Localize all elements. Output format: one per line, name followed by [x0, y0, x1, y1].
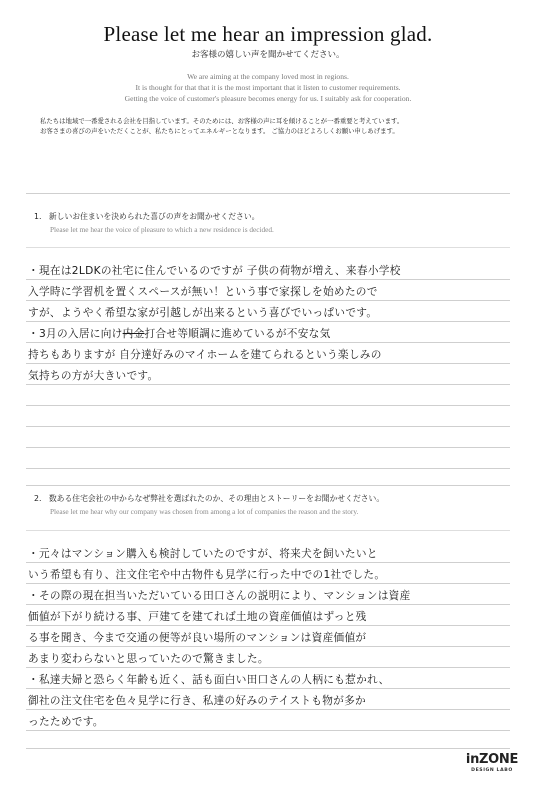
answer-2-line: ・私達夫婦と恐らく年齢も近く、話も面白い田口さんの人柄にも惹かれ、	[28, 673, 390, 686]
answer-line	[26, 530, 510, 531]
answer-1-line: 気持ちの方が大きいです。	[28, 369, 159, 382]
answer-line	[26, 748, 510, 749]
answer-2-line: いう希望も有り、注文住宅や中古物件も見学に行った中での1社でした。	[28, 568, 386, 581]
answer-line	[26, 384, 510, 385]
answer-1-line: すが、ようやく希望な家が引越しが出来るという喜びでいっぱいです。	[28, 306, 378, 319]
answer-line	[26, 279, 510, 280]
logo-main-text: inZONE	[465, 752, 519, 767]
question-text-ja: 数ある住宅会社の中からなぜ弊社を選ばれたのか、その理由とストーリーをお聞かせください。	[48, 494, 385, 503]
answer-line	[26, 426, 510, 427]
question-1-label	[34, 211, 259, 222]
question-number: 1.	[34, 212, 42, 221]
answer-line	[26, 583, 510, 584]
answer-line	[26, 604, 510, 605]
answer-line	[26, 562, 510, 563]
answer-1-line: 入学時に学習机を置くスペースが無い！という事で家探しを始めたので	[28, 285, 378, 298]
answer-2-line: ・その際の現在担当いただいている田口さんの説明により、マンションは資産	[28, 589, 411, 602]
divider	[26, 193, 510, 194]
answer-2-line: あまり変わらないと思っていたので驚きました。	[28, 652, 269, 665]
answer-text: ・3月の入居に向け	[28, 327, 123, 340]
answer-line	[26, 688, 510, 689]
intro-english	[0, 71, 536, 104]
answer-line	[26, 447, 510, 448]
answer-line	[26, 363, 510, 364]
company-logo	[462, 752, 522, 773]
answer-line	[26, 405, 510, 406]
intro-en-line: Getting the voice of customer's pleasure becomes energy for us. I suitably ask for cooperation.	[124, 94, 412, 103]
question-2-english: Please let me hear why our company was chosen from among a lot of companies the reason and the story.	[50, 507, 359, 516]
answer-line	[26, 321, 510, 322]
answer-line	[26, 468, 510, 469]
intro-en-line: We are aiming at the company loved most in regions.	[187, 72, 349, 81]
answer-line	[26, 646, 510, 647]
answer-2-line: る事を聞き、今まで交通の便等が良い場所のマンションは資産価値が	[28, 631, 367, 644]
answer-text: 打合せ等順調に進めているが不安な気	[144, 327, 331, 340]
answer-1-line: ・現在は2LDKの社宅に住んでいるのですが 子供の荷物が増え、来春小学校	[28, 264, 401, 277]
answer-2-line: ったためです。	[28, 715, 104, 728]
question-2-label	[34, 493, 384, 504]
answer-2-line: ・元々はマンション購入も検討していたのですが、将来犬を飼いたいと	[28, 547, 378, 560]
answer-line	[26, 625, 510, 626]
question-1-english: Please let me hear the voice of pleasure to which a new residence is decided.	[50, 225, 274, 234]
page-subtitle: お客様の嬉しい声を聞かせてください。	[191, 50, 345, 60]
intro-ja-line: 私たちは地域で一番愛される会社を目指しています。そのためには、お客様の声に耳を傾けることが一番重要と考えています。	[40, 117, 404, 125]
answer-2-line: 御社の注文住宅を色々見学に行き、私達の好みのテイストも物が多か	[28, 694, 366, 707]
question-number: 2.	[34, 494, 42, 503]
answer-line	[26, 709, 510, 710]
answer-line	[26, 300, 510, 301]
intro-japanese	[40, 116, 510, 136]
logo-sub-text: DESIGN LABO	[471, 768, 513, 773]
answer-line	[26, 667, 510, 668]
answer-1-line	[28, 326, 506, 341]
answer-line	[26, 730, 510, 731]
page-title: Please let me hear an impression glad.	[103, 22, 433, 46]
struck-through-text: 内金	[122, 327, 145, 340]
divider	[26, 485, 510, 486]
intro-en-line: It is thought for that that it is the most important that it listen to customer requirements.	[135, 83, 401, 92]
question-text-ja: 新しいお住まいを決められた喜びの声をお聞かせください。	[48, 212, 260, 221]
intro-ja-line: お客さまの喜びの声をいただくことが、私たちにとってエネルギーとなります。 ご協力のほどよろしくお願い申しあげます。	[40, 127, 399, 135]
answer-2-line: 価値が下がり続ける事、戸建てを建てれば土地の資産価値はずっと残	[28, 610, 367, 623]
answer-line	[26, 342, 510, 343]
answer-1-line: 持ちもありますが 自分達好みのマイホームを建てられるという楽しみの	[28, 348, 382, 361]
answer-line	[26, 247, 510, 248]
